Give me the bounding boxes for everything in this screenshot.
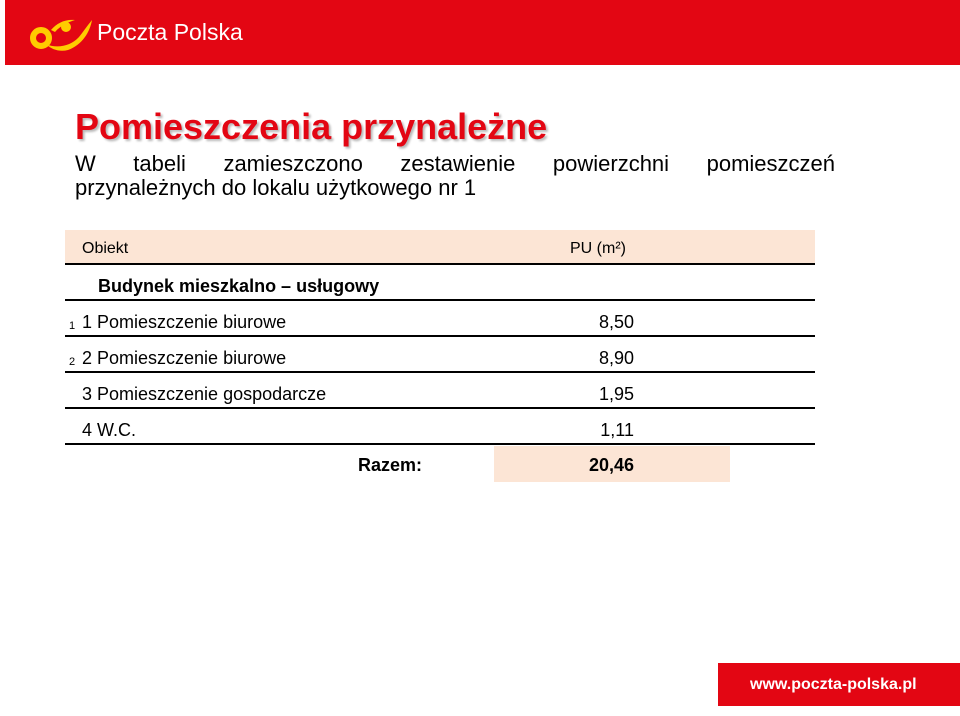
table-row xyxy=(65,337,815,373)
row-value: 8,50 xyxy=(598,312,634,332)
area-table xyxy=(65,230,815,482)
row-value: 1,95 xyxy=(598,384,634,404)
table-group-row xyxy=(65,265,815,301)
intro-line: przynależnych do lokalu użytkowego nr 1 xyxy=(75,175,477,200)
group-label: Budynek mieszkalno – usługowy xyxy=(98,276,380,296)
row-label: 4 W.C. xyxy=(82,420,137,440)
row-label: 1 Pomieszczenie biurowe xyxy=(82,312,287,332)
row-value: 8,90 xyxy=(598,348,634,368)
row-marker: 2 xyxy=(69,356,76,368)
row-label: 2 Pomieszczenie biurowe xyxy=(82,348,287,368)
column-header-object: Obiekt xyxy=(82,240,129,257)
total-row xyxy=(65,445,815,482)
table-header-row xyxy=(65,230,815,265)
column-header-area: PU (m²) xyxy=(570,240,626,257)
row-marker: 1 xyxy=(69,320,76,332)
row-label: 3 Pomieszczenie gospodarcze xyxy=(82,384,327,404)
poczta-polska-logo-icon xyxy=(27,11,93,53)
table-row xyxy=(65,373,815,409)
table-row xyxy=(65,409,815,445)
total-label: Razem: xyxy=(358,455,423,475)
table-row xyxy=(65,301,815,337)
brand-name: Poczta Polska xyxy=(97,19,243,45)
intro-paragraph xyxy=(75,152,835,200)
row-value: 1,11 xyxy=(600,420,634,440)
intro-line: W tabeli zamieszczono zestawienie powierzchni pomieszczeń xyxy=(75,151,835,176)
total-value: 20,46 xyxy=(588,455,634,475)
footer-bar xyxy=(718,663,960,706)
website-url: www.poczta-polska.pl xyxy=(750,676,917,693)
page-title: Pomieszczenia przynależne xyxy=(75,106,548,147)
